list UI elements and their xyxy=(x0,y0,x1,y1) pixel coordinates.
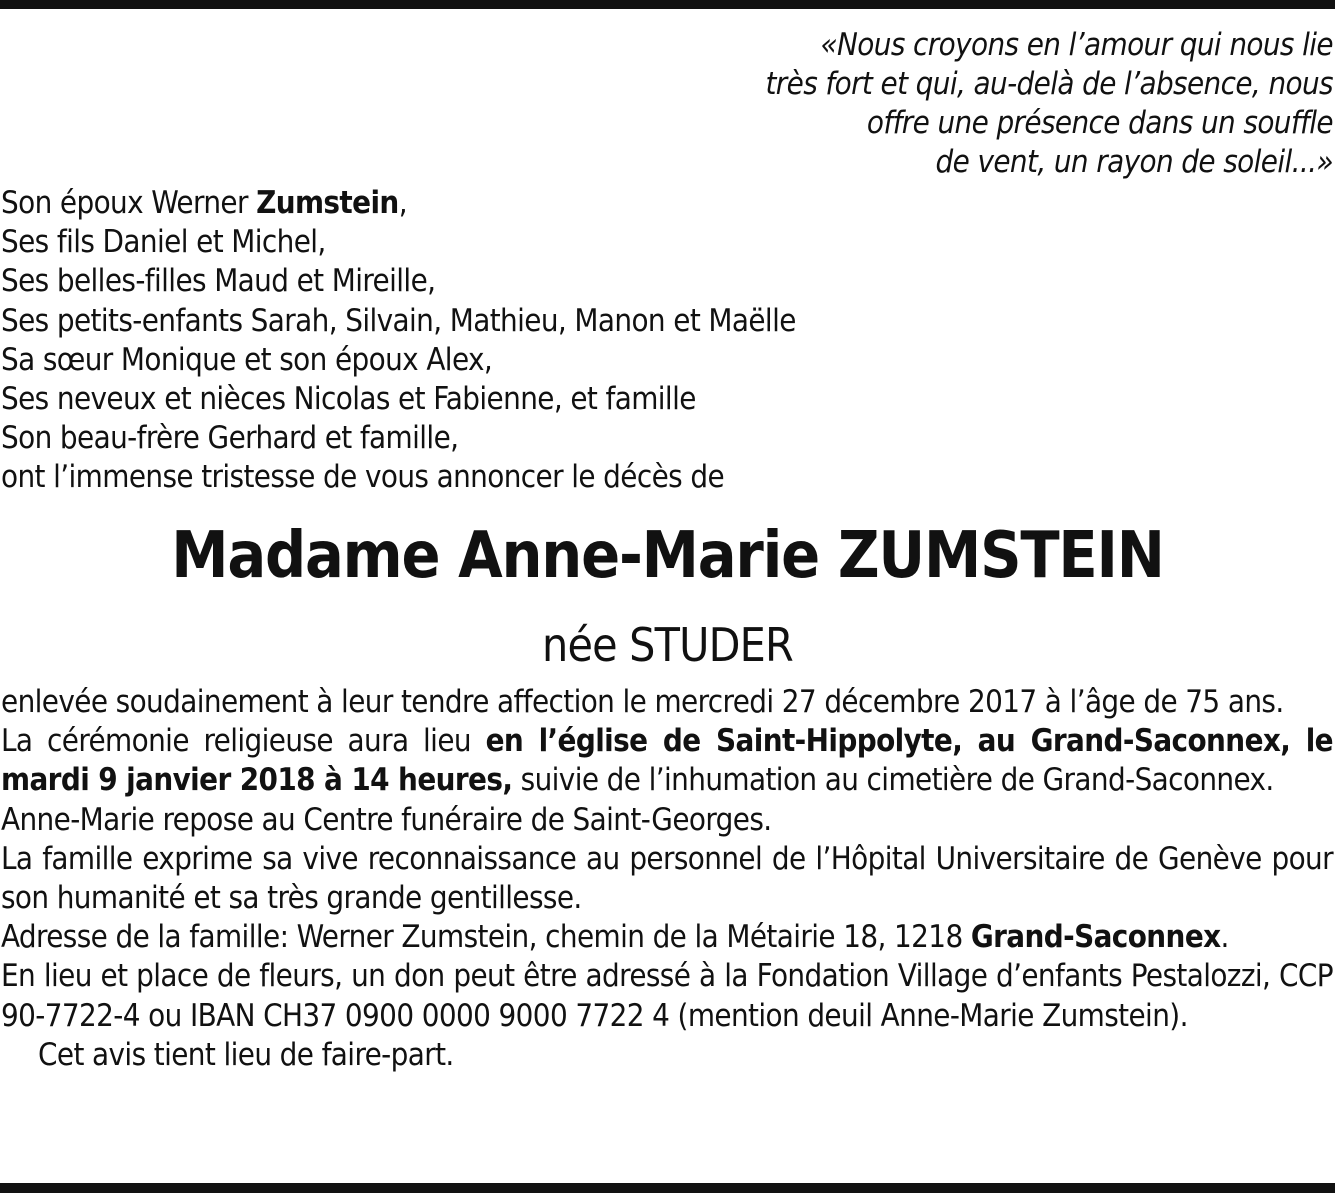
family-line: Ses petits-enfants Sarah, Silvain, Mathieu, Manon et Maëlle xyxy=(1,302,796,339)
deceased-name: Madame Anne-Marie ZUMSTEIN xyxy=(171,519,1164,593)
ceremony-burial: suivie de l’inhumation au cimetière de Grand-Saconnex. xyxy=(512,762,1274,799)
epigraph-quote xyxy=(433,26,1333,182)
family-list xyxy=(1,184,1331,498)
family-line: Sa sœur Monique et son époux Alex, xyxy=(1,341,493,378)
family-line: Son beau-frère Gerhard et famille, xyxy=(1,420,459,457)
announcement-line: ont l’immense tristesse de vous annoncer le décès de xyxy=(1,459,725,496)
address-punct: . xyxy=(1220,919,1229,956)
family-line: Ses neveux et nièces Nicolas et Fabienne, et famille xyxy=(1,381,696,418)
thanks-paragraph: La famille exprime sa vive reconnaissance au personnel de l’Hôpital Universitaire de Genève pour son humanité et sa très grande gentillesse. xyxy=(1,840,1333,917)
quote-line: de vent, un rayon de soleil...» xyxy=(935,144,1333,180)
closing-line: Cet avis tient lieu de faire-part. xyxy=(38,1036,454,1073)
ceremony-paragraph xyxy=(1,722,1333,800)
quote-line: offre une présence dans un souffle xyxy=(866,105,1333,141)
family-line: Ses fils Daniel et Michel, xyxy=(1,224,326,261)
address-text: Adresse de la famille: Werner Zumstein, chemin de la Métairie 18, 1218 xyxy=(1,919,971,956)
bottom-rule xyxy=(0,1183,1335,1193)
spouse-text: Son époux Werner xyxy=(1,185,257,221)
address-paragraph xyxy=(1,918,1333,957)
rest-paragraph: Anne-Marie repose au Centre funéraire de Saint-Georges. xyxy=(1,801,772,838)
family-line-spouse xyxy=(1,184,1331,223)
quote-line: très fort et qui, au-delà de l’absence, nous xyxy=(765,66,1333,102)
spouse-punct: , xyxy=(398,185,407,221)
top-rule xyxy=(0,0,1335,9)
spouse-surname: Zumstein xyxy=(256,185,399,221)
family-line: Ses belles-filles Maud et Mireille, xyxy=(1,263,436,300)
maiden-name: née STUDER xyxy=(542,618,793,672)
ceremony-place-date: en l’église de Saint-Hippolyte, au Grand-Saconnex, le mardi 9 janvier 2018 à 14 heures, xyxy=(1,723,1333,799)
address-locality: Grand-Saconnex xyxy=(970,919,1221,956)
quote-line: «Nous croyons en l’amour qui nous lie xyxy=(820,27,1333,63)
donation-paragraph: En lieu et place de fleurs, un don peut être adressé à la Fondation Village d’enfants Pestalozzi, CCP 90-7722-4 ou IBAN CH37 0900 0000 9000 7722 4 (mention deuil Anne-Marie Zumstein). xyxy=(1,958,1333,1034)
death-paragraph: enlevée soudainement à leur tendre affection le mercredi 27 décembre 2017 à l’âge de 75 ans. xyxy=(1,684,1284,720)
ceremony-text: La cérémonie religieuse aura lieu xyxy=(1,723,486,760)
notice-details xyxy=(1,683,1333,1075)
